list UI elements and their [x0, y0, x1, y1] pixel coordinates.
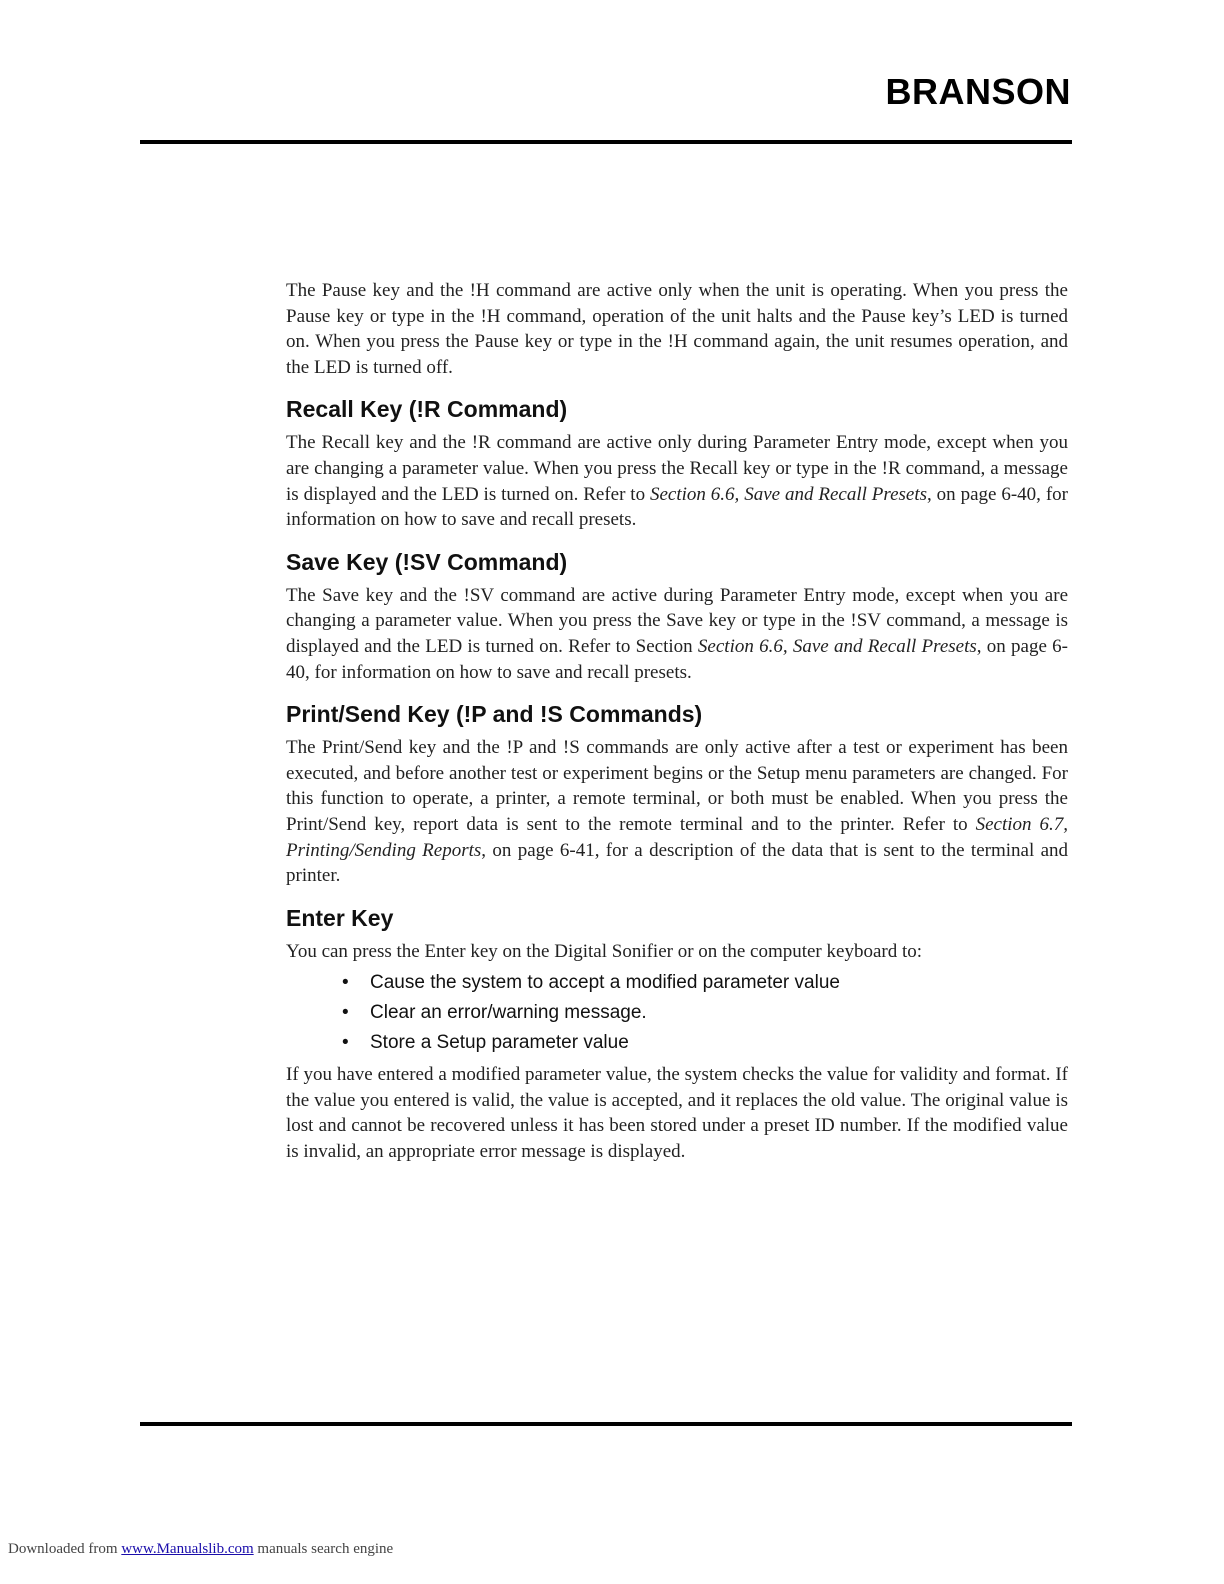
header-rule	[140, 140, 1072, 144]
list-item: • Cause the system to accept a modified parameter value	[342, 972, 840, 994]
recall-section-ref: Section 6.6, Save and Recall Presets	[649, 483, 928, 505]
recall-paragraph: The Recall key and the !R command are active only during Parameter Entry mode, except when you are changing a parameter value. When you press the Recall key or type in the !R command, a message is displayed and the LED is turned on. Refer to Section 6.6, Save and Recall Presets, on page 6-40, for information on how to save and recall presets.	[286, 432, 1068, 531]
print-send-key-heading: Print/Send Key (!P and !S Commands)	[286, 701, 703, 728]
print-section-ref: Section 6.7, Printing/Sending Reports	[286, 813, 1068, 861]
list-item: • Clear an error/warning message.	[342, 1002, 647, 1024]
save-section-ref: Section 6.6, Save and Recall Presets	[697, 635, 977, 657]
brand-logo: BRANSON	[885, 71, 1071, 112]
manualslib-link[interactable]: www.Manualslib.com	[121, 1541, 254, 1557]
save-key-heading: Save Key (!SV Command)	[286, 548, 568, 575]
list-item: • Store a Setup parameter value	[342, 1032, 629, 1054]
footer-rule	[140, 1422, 1072, 1426]
enter-key-heading: Enter Key	[286, 904, 394, 931]
print-paragraph: The Print/Send key and the !P and !S commands are only active after a test or experiment has been executed, and before another test or experiment begins or the Setup menu parameters are changed. For this function to operate, a printer, a remote terminal, or both must be enabled. When you press the Print/Send key, report data is sent to the remote terminal and to the printer. Refer to Section 6.7, Printing/Sending Reports, on page 6-41, for a description of the data that is sent to the terminal and printer.	[286, 737, 1069, 887]
save-paragraph: The Save key and the !SV command are active during Parameter Entry mode, except when you are changing a parameter value. When you press the Save key or type in the !SV command, a message is displayed and the LED is turned on. Refer to Section Section 6.6, Save and Recall Presets, on page 6-40, for information on how to save and recall presets.	[286, 584, 1068, 683]
enter-paragraph: If you have entered a modified parameter value, the system checks the value for validity and format. If the value you entered is valid, the value is accepted, and it replaces the old value. The original value is lost and cannot be recovered unless it has been stored under a preset ID number. If the modified value is invalid, an appropriate error message is displayed.	[286, 1064, 1068, 1163]
document-body	[286, 278, 1068, 1165]
pause-paragraph: The Pause key and the !H command are active only when the unit is operating. When you press the Pause key or type in the !H command, operation of the unit halts and the Pause key’s LED is turned on. When you press the Pause key or type in the !H command again, the unit resumes operation, and the LED is turned off.	[286, 280, 1068, 378]
enter-bullet-list	[286, 968, 1068, 1058]
recall-key-heading: Recall Key (!R Command)	[286, 396, 568, 423]
enter-intro: You can press the Enter key on the Digital Sonifier or on the computer keyboard to:	[286, 940, 923, 962]
download-footer: Downloaded from www.Manualslib.com manuals search engine	[8, 1541, 394, 1557]
